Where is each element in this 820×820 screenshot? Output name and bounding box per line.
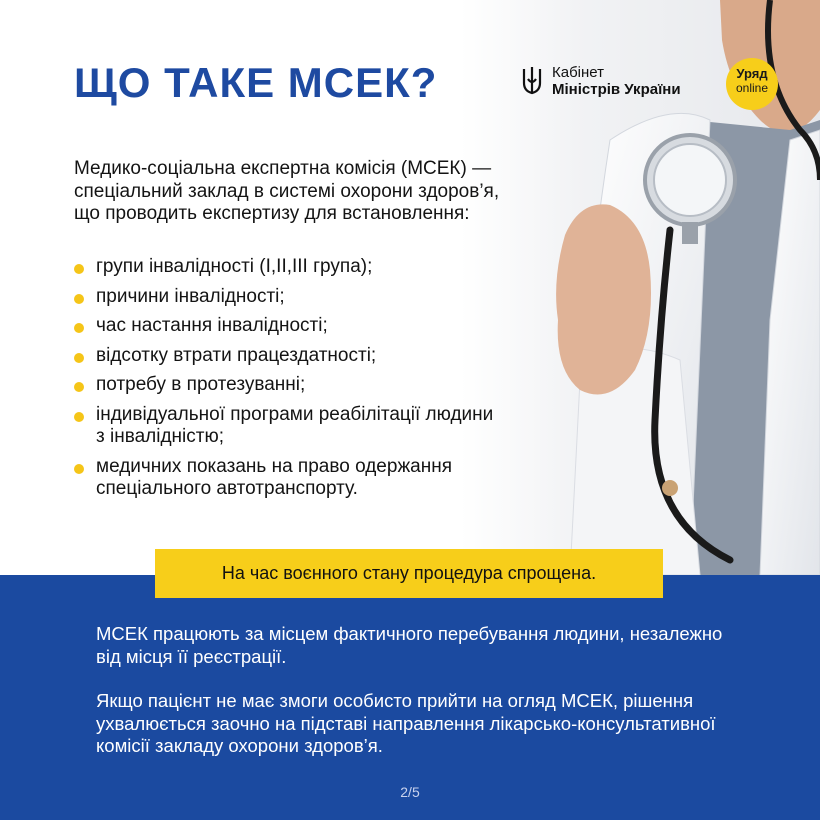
badge-line2: online xyxy=(735,81,769,95)
list-item xyxy=(74,315,494,338)
list-item-text: причини інвалідності; xyxy=(96,285,285,307)
uryad-online-badge xyxy=(726,58,778,110)
info-paragraph-1: МСЕК працюють за місцем фактичного перебування людини, незалежно від місця її реєстрації. xyxy=(96,623,723,667)
bullet-icon xyxy=(74,264,84,274)
list-item xyxy=(74,456,494,501)
list-item xyxy=(74,345,494,368)
list-item xyxy=(74,286,494,309)
bullet-icon xyxy=(74,464,84,474)
page-title: ЩО ТАКЕ МСЕК? xyxy=(74,59,438,106)
list-item-text: потребу в протезуванні; xyxy=(96,374,306,395)
cabinet-line2: Міністрів України xyxy=(552,81,681,98)
list-item-text: медичних показань на право одержання спеціального автотранспорту. xyxy=(96,455,452,499)
bullet-icon xyxy=(74,382,84,392)
martial-law-banner: На час воєнного стану процедура спрощена. xyxy=(155,549,663,598)
list-item xyxy=(74,374,494,397)
list-item-text: відсотку втрати працездатності; xyxy=(96,344,377,366)
badge-line1: Уряд xyxy=(736,66,768,81)
bullet-icon xyxy=(74,323,84,333)
bullet-icon xyxy=(74,294,84,304)
criteria-list xyxy=(74,256,494,508)
list-item-text: час настання інвалідності; xyxy=(96,315,328,336)
info-paragraph-2: Якщо пацієнт не має змоги особисто прийти на огляд МСЕК, рішення ухвалюється заочно на підставі направлення лікарсько-консультативної комісії закладу охорони здоров’я. xyxy=(96,690,716,756)
list-item-text: групи інвалідності (I,II,III група); xyxy=(96,256,373,277)
bullet-icon xyxy=(74,353,84,363)
trident-icon xyxy=(520,65,544,97)
page-indicator: 2/5 xyxy=(400,784,420,800)
bullet-icon xyxy=(74,412,84,422)
cabinet-line1: Кабінет xyxy=(552,64,605,81)
cabinet-logo xyxy=(520,64,681,98)
intro-text: Медико-соціальна експертна комісія (МСЕК) — спеціальний заклад в системі охорони здоров’я, що проводить експертизу для встановлення: xyxy=(74,158,500,224)
list-item xyxy=(74,256,494,279)
list-item xyxy=(74,404,494,449)
list-item-text: індивідуальної програми реабілітації людини з інвалідністю; xyxy=(96,403,494,447)
